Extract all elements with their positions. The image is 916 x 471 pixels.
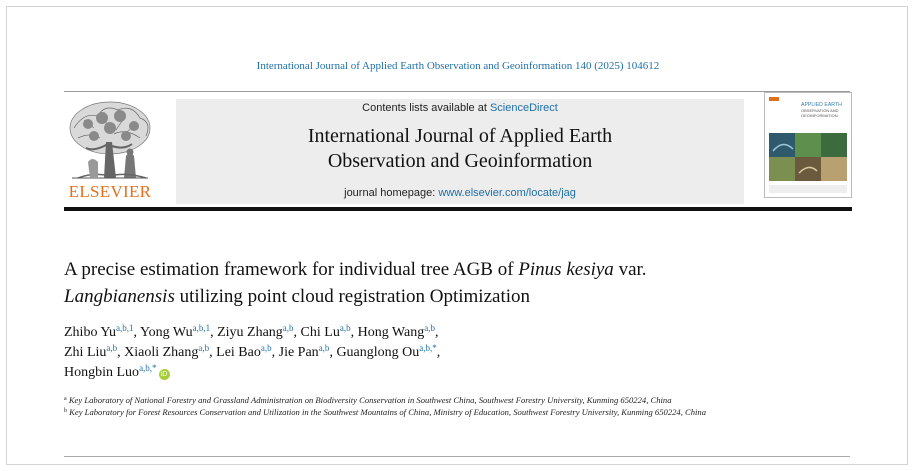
affiliation-text: Key Laboratory of National Forestry and Grassland Administration on Biodiversity Conservation in Southwest China, Southwest Forestry University, Kunming 650224, China bbox=[68, 395, 672, 405]
author[interactable]: Zhibo Yu bbox=[64, 325, 116, 340]
title-variety: Langbianensis bbox=[64, 286, 175, 307]
sciencedirect-link[interactable]: ScienceDirect bbox=[489, 102, 558, 114]
author-affil-mark[interactable]: a,b,* bbox=[139, 363, 157, 373]
orcid-icon[interactable]: iD bbox=[159, 369, 170, 380]
author-list: Zhibo Yu$^{a,b,1}$, Yong Wu$^{a,b,1}$, Ziyu Zhang$^{a,b}$, Chi Lu$^{a,b}$, Hong Wang$^{a,b}$, Zhi Liu$^{a,b}$, Xiaoli Zhang$^{a,b}$, Lei Bao$^{a,b}$, Jie Pan$^{a,b}$, Guanglong $Ou^{a,b,*}$, Hongbin Luo$^{a,b,*}$iD bbox=[64, 323, 441, 380]
homepage-prefix: journal homepage: bbox=[344, 187, 439, 199]
title-part2: var. bbox=[613, 259, 647, 280]
cover-title-line1: APPLIED EARTH bbox=[801, 102, 842, 108]
author[interactable]: Xiaoli Zhang bbox=[124, 345, 199, 360]
author[interactable]: Zhi Liu bbox=[64, 345, 107, 360]
article-title bbox=[64, 256, 844, 310]
author[interactable]: Jie Pan bbox=[278, 345, 319, 360]
author-affil-mark[interactable]: a,b bbox=[260, 343, 272, 353]
author[interactable]: Guanglong Ou bbox=[336, 345, 420, 360]
author-affil-mark[interactable]: a,b bbox=[424, 323, 435, 333]
cover-title-line2: OBSERVATION AND bbox=[801, 108, 839, 113]
cover-artwork bbox=[765, 93, 851, 197]
header-divider bbox=[64, 207, 852, 211]
title-part1: A precise estimation framework for individual tree AGB of bbox=[64, 259, 519, 280]
author-affil-mark[interactable]: a,b bbox=[318, 343, 330, 353]
author-affil-mark[interactable]: a,b bbox=[339, 323, 351, 333]
author-affil-mark[interactable]: a,b bbox=[198, 343, 210, 353]
journal-homepage-link[interactable]: www.elsevier.com/locate/jag bbox=[438, 187, 576, 199]
affiliation-b bbox=[64, 407, 754, 419]
bottom-divider bbox=[64, 456, 850, 457]
author-affil-mark[interactable]: a,b bbox=[106, 343, 118, 353]
author-affil-mark[interactable]: a,b bbox=[282, 323, 294, 333]
journal-title-line1: International Journal of Applied Earth bbox=[307, 125, 613, 147]
affiliation-a bbox=[64, 395, 754, 407]
title-species: Pinus kesiya bbox=[518, 259, 614, 280]
journal-title-line2: Observation and Geoinformation bbox=[327, 150, 593, 172]
author-affil-mark[interactable]: a,b,1 bbox=[192, 323, 211, 333]
contents-prefix: Contents lists available at bbox=[362, 102, 490, 114]
author[interactable]: Chi Lu bbox=[300, 325, 340, 340]
journal-title bbox=[176, 124, 744, 174]
author-affil-mark[interactable]: a,b,* bbox=[419, 343, 437, 353]
contents-line bbox=[176, 102, 744, 114]
journal-cover-image[interactable] bbox=[764, 92, 852, 198]
homepage-line bbox=[176, 187, 744, 199]
affiliation-text: Key Laboratory for Forest Resources Conservation and Utilization in the Southwest Mountains of China, Ministry of Education, Southwest Forestry University, Kunming 650224, China bbox=[69, 406, 707, 417]
title-part3: utilizing point cloud registration Optimization bbox=[174, 286, 530, 307]
author[interactable]: Yong Wu bbox=[139, 325, 193, 340]
affiliation-mark: b bbox=[64, 407, 67, 414]
journal-citation[interactable]: International Journal of Applied Earth Observation and Geoinformation 140 (2025) 104612 bbox=[256, 60, 660, 72]
affiliation-mark: a bbox=[64, 396, 67, 402]
cover-title-line3: GEOINFORMATION bbox=[801, 113, 838, 118]
author[interactable]: Lei Bao bbox=[216, 345, 261, 360]
author[interactable]: Ziyu Zhang bbox=[217, 325, 283, 340]
publisher-name[interactable]: ELSEVIER bbox=[68, 182, 152, 201]
journal-banner bbox=[176, 99, 744, 204]
top-divider bbox=[64, 91, 850, 92]
author[interactable]: Hongbin Luo bbox=[64, 365, 140, 380]
author[interactable]: Hong Wang bbox=[357, 325, 425, 340]
affiliations bbox=[64, 395, 754, 418]
author-affil-mark[interactable]: a,b,1 bbox=[115, 323, 134, 333]
